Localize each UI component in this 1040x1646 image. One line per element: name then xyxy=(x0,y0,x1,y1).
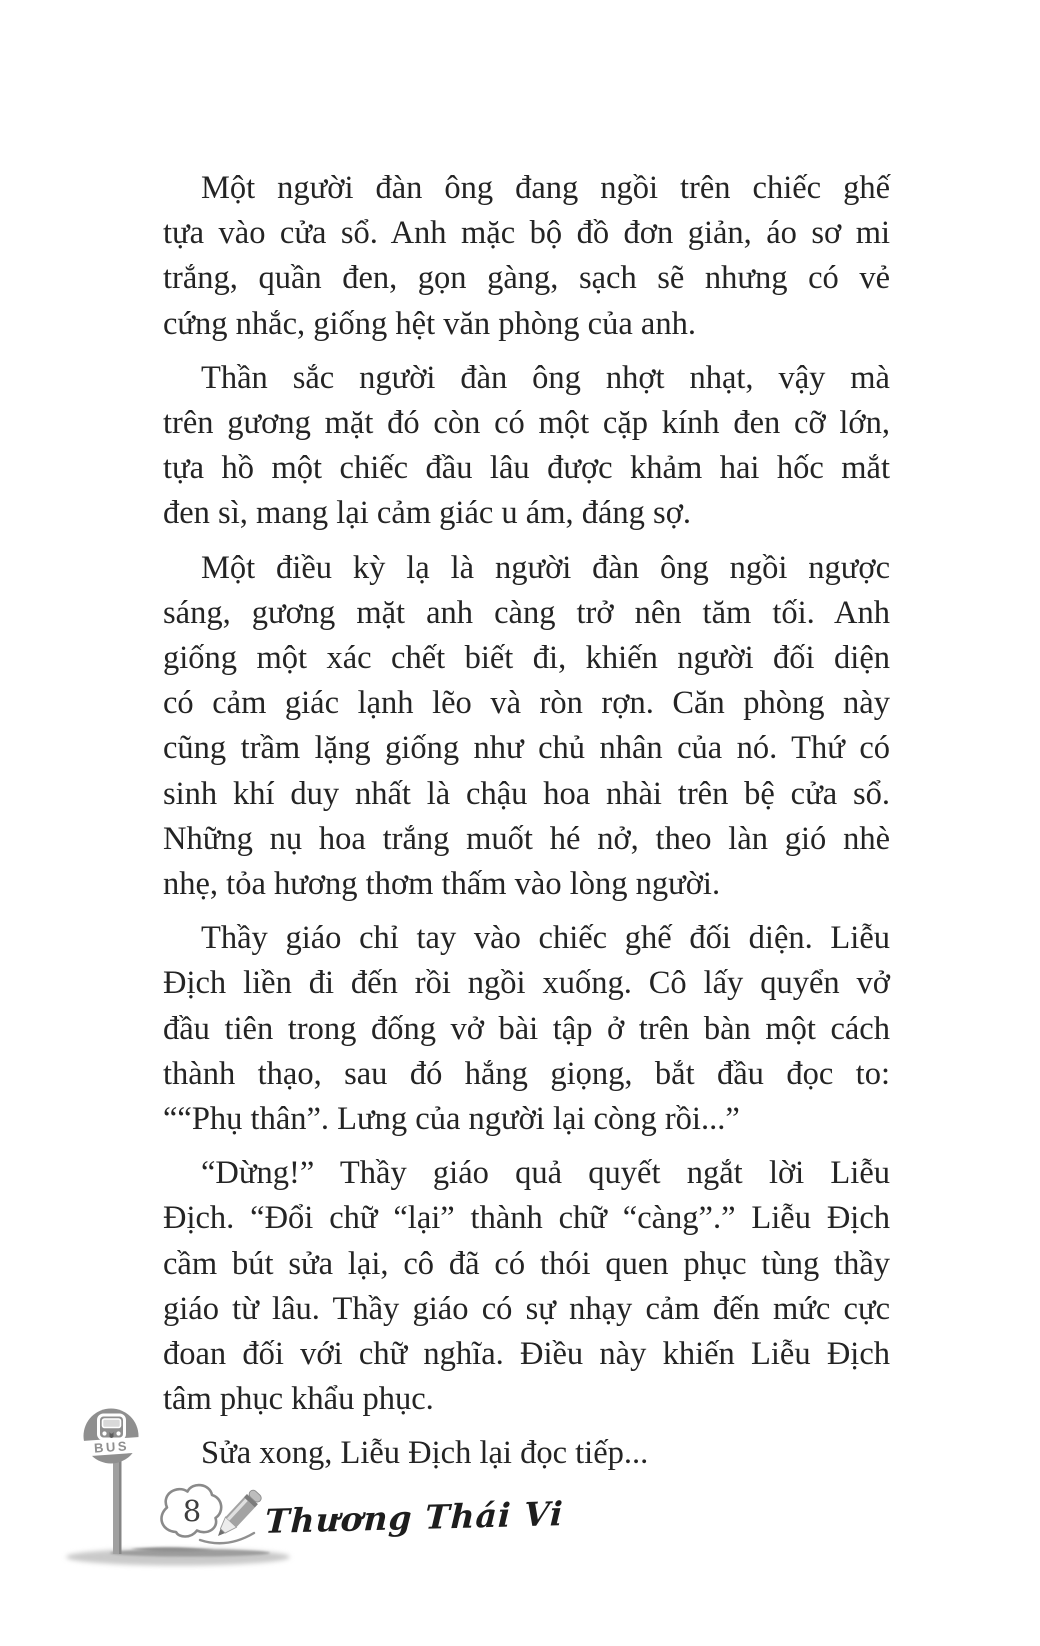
text-line: có cảm giác lạnh lẽo và ròn rợn. Căn phòng này xyxy=(163,685,890,722)
text-line: trên gương mặt đó còn có một cặp kính đen cỡ lớn, xyxy=(163,405,890,442)
text-line: nhẹ, tỏa hương thơm thấm vào lòng người. xyxy=(163,866,721,903)
text-line: Thần sắc người đàn ông nhợt nhạt, vậy mà xyxy=(201,359,890,396)
bus-sign xyxy=(81,1409,143,1464)
text-line: tựa vào cửa sổ. Anh mặc bộ đồ đơn giản, áo sơ mi xyxy=(163,215,890,252)
bus-sign-pole xyxy=(113,1459,122,1554)
text-line: Thầy giáo chỉ tay vào chiếc ghế đối diện. Liễu xyxy=(201,920,890,957)
author-signature: Thương Thái Vi xyxy=(264,1494,565,1541)
text-line: trắng, quần đen, gọn gàng, sạch sẽ nhưng có vẻ xyxy=(163,260,890,297)
paragraph xyxy=(163,356,890,537)
text-line: “Dừng!” Thầy giáo quả quyết ngắt lời Liễu xyxy=(201,1155,890,1192)
page-number: 8 xyxy=(182,1494,202,1528)
text-line: Địch. “Đổi chữ “lại” thành chữ “càng”.” Liễu Địch xyxy=(163,1200,890,1237)
text-line: tâm phục khẩu phục. xyxy=(163,1381,434,1418)
text-line: Địch liền đi đến rồi ngồi xuống. Cô lấy quyển vở xyxy=(163,965,890,1002)
paragraph xyxy=(163,546,890,908)
text-line: ““Phụ thân”. Lưng của người lại còng rồi...” xyxy=(163,1101,740,1138)
paragraph xyxy=(163,1151,890,1422)
ground-shadow xyxy=(66,1547,290,1565)
text-line: cũng trầm lặng giống như chủ nhân của nó. Thứ có xyxy=(163,730,890,767)
text-line: thành thạo, sau đó hắng giọng, bắt đầu đọc to: xyxy=(163,1055,890,1092)
text-line: đầu tiên trong đống vở bài tập ở trên bàn một cách xyxy=(163,1010,890,1047)
text-line: đoan đối với chữ nghĩa. Điều này khiến Liễu Địch xyxy=(163,1336,890,1373)
swoosh-line xyxy=(200,1533,254,1543)
text-line: giáo từ lâu. Thầy giáo có sự nhạy cảm đến mức cực xyxy=(163,1290,890,1327)
paragraph xyxy=(163,166,890,347)
text-line: đen sì, mang lại cảm giác u ám, đáng sợ. xyxy=(163,495,692,532)
text-line: sinh khí duy nhất là chậu hoa nhài trên bệ cửa sổ. xyxy=(163,775,890,812)
text-line: tựa hồ một chiếc đầu lâu được khảm hai hốc mắt xyxy=(163,450,890,487)
text-line: Một điều kỳ lạ là người đàn ông ngồi ngược xyxy=(201,549,890,586)
text-line: Sửa xong, Liễu Địch lại đọc tiếp... xyxy=(201,1435,649,1472)
text-line: giống một xác chết biết đi, khiến người đối diện xyxy=(163,640,890,677)
text-line: Những nụ hoa trắng muốt hé nở, theo làn gió nhè xyxy=(163,820,890,857)
bus-sign-label: BUS xyxy=(93,1438,130,1456)
text-line: cứng nhắc, giống hệt văn phòng của anh. xyxy=(163,305,696,342)
text-line: sáng, gương mặt anh càng trở nên tăm tối. Anh xyxy=(163,594,890,631)
page-text xyxy=(163,166,890,1486)
text-line: Một người đàn ông đang ngồi trên chiếc ghế xyxy=(201,170,890,206)
paragraph xyxy=(163,916,890,1142)
text-line: cầm bút sửa lại, cô đã có thói quen phục tùng thầy xyxy=(163,1245,890,1282)
